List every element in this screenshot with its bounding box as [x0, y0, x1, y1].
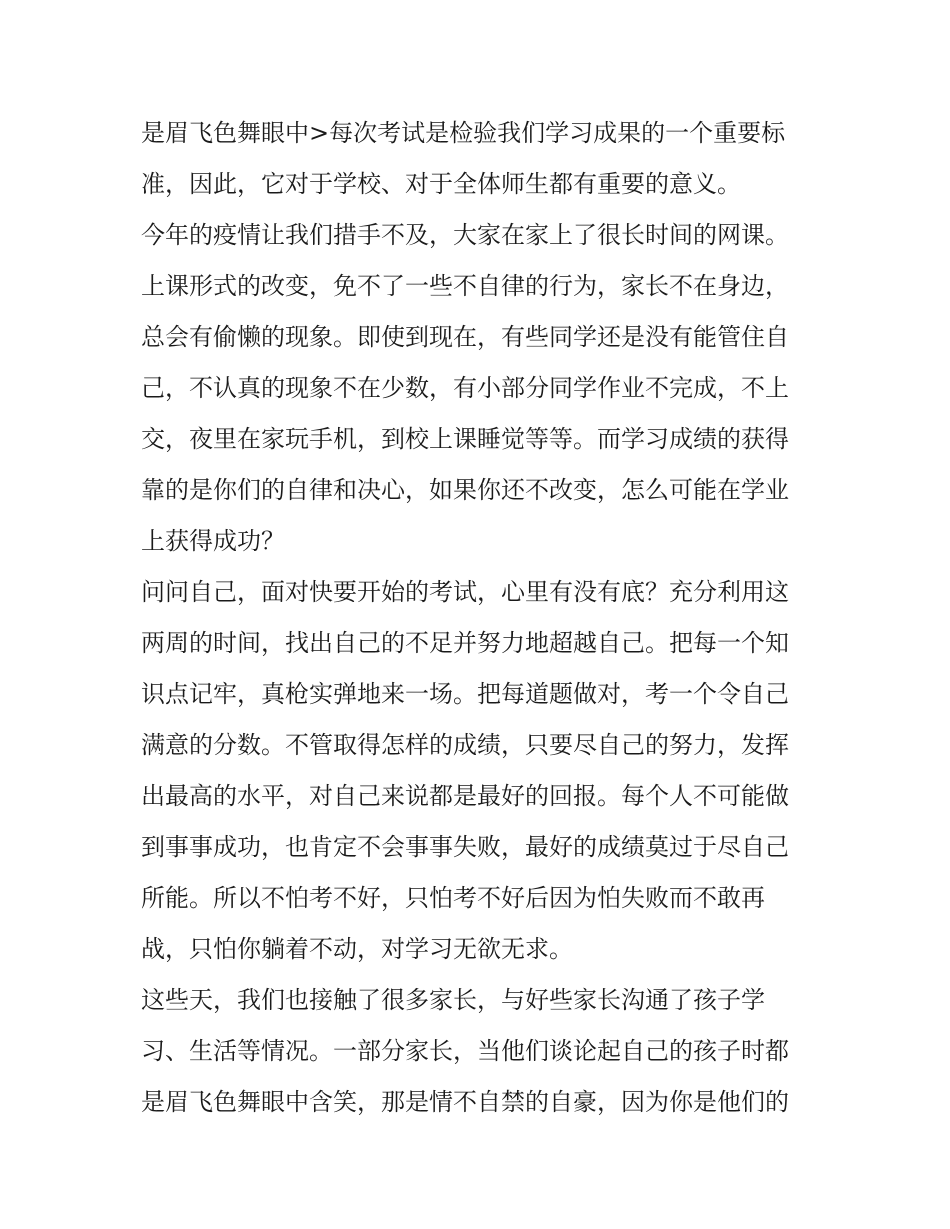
text-line: 战，只怕你躺着不动，对学习无欲无求。: [141, 935, 573, 963]
body-text: [141, 108, 821, 1128]
text-line: 靠的是你们的自律和决心，如果你还不改变，怎么可能在学业: [141, 476, 789, 504]
text-line: 出最高的水平，对自己来说都是最好的回报。每个人不可能做: [141, 782, 789, 810]
text-line: 交，夜里在家玩手机，到校上课睡觉等等。而学习成绩的获得: [141, 425, 789, 453]
text-line: 问问自己，面对快要开始的考试，心里有没有底？充分利用这: [141, 578, 789, 606]
text-line: 识点记牢，真枪实弹地来一场。把每道题做对，考一个令自己: [141, 680, 789, 708]
text-line: 总会有偷懒的现象。即使到现在，有些同学还是没有能管住自: [141, 323, 789, 351]
text-line: 准，因此，它对于学校、对于全体师生都有重要的意义。: [141, 170, 741, 198]
text-line: 满意的分数。不管取得怎样的成绩，只要尽自己的努力，发挥: [141, 731, 789, 759]
text-line: 习、生活等情况。一部分家长，当他们谈论起自己的孩子时都: [141, 1037, 789, 1065]
text-line: 这些天，我们也接触了很多家长，与好些家长沟通了孩子学: [141, 986, 765, 1014]
text-line: 两周的时间，找出自己的不足并努力地超越自己。把每一个知: [141, 629, 789, 657]
text-line: 是眉飞色舞眼中含笑，那是情不自禁的自豪，因为你是他们的: [141, 1088, 789, 1116]
text-line: 上获得成功？: [141, 527, 285, 555]
text-line: 所能。所以不怕考不好，只怕考不好后因为怕失败而不敢再: [141, 884, 765, 912]
text-line: 到事事成功，也肯定不会事事失败，最好的成绩莫过于尽自己: [141, 833, 789, 861]
text-line: 上课形式的改变，免不了一些不自律的行为，家长不在身边，: [141, 272, 789, 300]
text-line: 是眉飞色舞眼中>每次考试是检验我们学习成果的一个重要标: [141, 119, 786, 147]
text-line: 己，不认真的现象不在少数，有小部分同学作业不完成，不上: [141, 374, 789, 402]
text-line: 今年的疫情让我们措手不及，大家在家上了很长时间的网课。: [141, 221, 789, 249]
